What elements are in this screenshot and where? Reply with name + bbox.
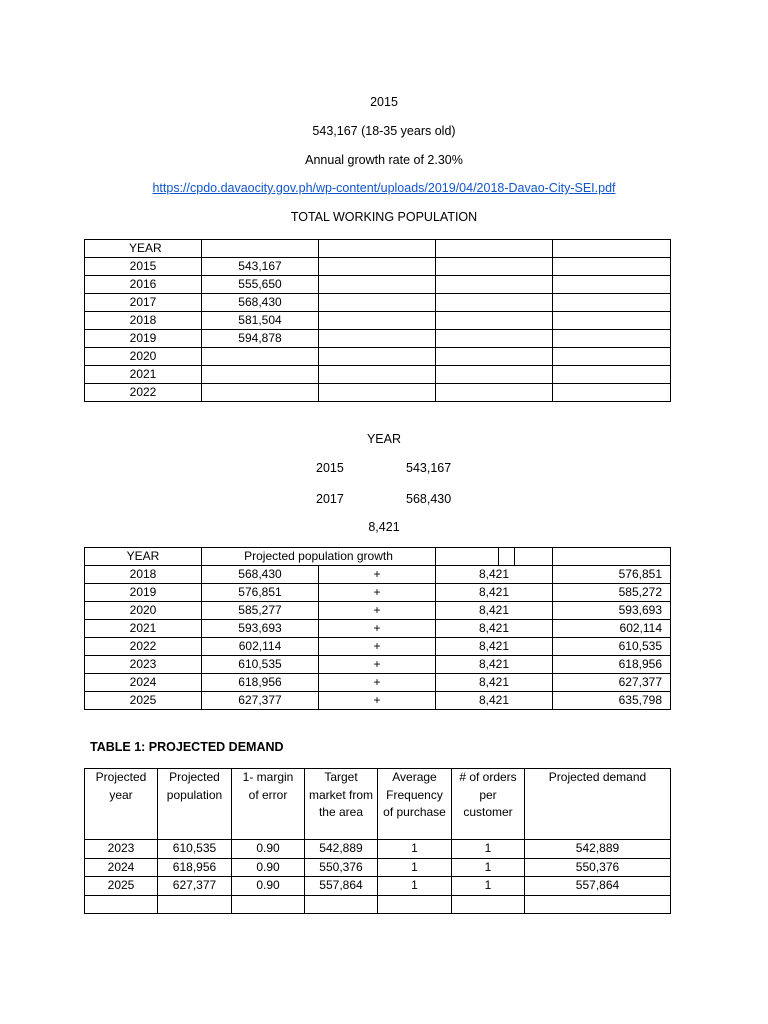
growth-year-cell: 2024 (85, 674, 202, 692)
working-value-cell (202, 384, 319, 402)
working-year-cell: 2022 (85, 384, 202, 402)
demand-header-cell: Average Frequency of purchase (378, 769, 452, 840)
demand-cell: 2023 (85, 840, 158, 859)
pair1-year: 2015 (316, 461, 344, 475)
growth-difference: 8,421 (368, 520, 400, 534)
working-year-cell: 2016 (85, 276, 202, 294)
table-row (85, 877, 671, 896)
demand-header-cell: Projected population (158, 769, 232, 840)
growth-result-cell: 593,693 (553, 602, 671, 620)
demand-cell: 1 (452, 877, 525, 896)
table-row (85, 566, 671, 584)
working-value-cell: 594,878 (202, 330, 319, 348)
working-header-year: YEAR (85, 240, 202, 258)
growth-base-cell: 568,430 (202, 566, 319, 584)
working-year-cell: 2021 (85, 366, 202, 384)
growth-result-cell: 610,535 (553, 638, 671, 656)
demand-header-cell: Projected demand (525, 769, 671, 840)
growth-add-cell: 8,421 (436, 656, 553, 674)
growth-base-cell: 618,956 (202, 674, 319, 692)
projected-demand-table (84, 768, 671, 914)
demand-cell: 542,889 (305, 840, 378, 859)
demand-cell: 618,956 (158, 858, 232, 877)
growth-year-cell: 2019 (85, 584, 202, 602)
growth-add-cell: 8,421 (436, 692, 553, 710)
demand-header-cell: Projected year (85, 769, 158, 840)
demand-cell: 550,376 (525, 858, 671, 877)
table-row-empty (85, 895, 671, 913)
growth-result-cell: 576,851 (553, 566, 671, 584)
demand-cell: 1 (452, 858, 525, 877)
demand-cell: 0.90 (232, 858, 305, 877)
growth-base-cell: 576,851 (202, 584, 319, 602)
growth-year-cell: 2022 (85, 638, 202, 656)
pair2-value: 568,430 (406, 492, 452, 506)
working-year-cell: 2019 (85, 330, 202, 348)
growth-year-cell: 2020 (85, 602, 202, 620)
growth-base-cell: 593,693 (202, 620, 319, 638)
demand-cell: 550,376 (305, 858, 378, 877)
growth-header-title: Projected population growth (202, 548, 436, 566)
header-year: 2015 (370, 95, 398, 109)
demand-cell: 610,535 (158, 840, 232, 859)
demand-cell: 2024 (85, 858, 158, 877)
working-value-cell: 543,167 (202, 258, 319, 276)
table-row (85, 858, 671, 877)
table-row (85, 656, 671, 674)
growth-result-cell: 602,114 (553, 620, 671, 638)
growth-header-row (85, 548, 671, 566)
growth-operator-cell: + (319, 566, 436, 584)
table-row (85, 584, 671, 602)
table-row (85, 620, 671, 638)
table-row (85, 602, 671, 620)
working-value-cell (202, 348, 319, 366)
pair2-year: 2017 (316, 492, 344, 506)
working-value-cell: 568,430 (202, 294, 319, 312)
working-year-cell: 2017 (85, 294, 202, 312)
demand-cell: 1 (378, 858, 452, 877)
growth-operator-cell: + (319, 584, 436, 602)
growth-result-cell: 635,798 (553, 692, 671, 710)
growth-base-cell: 585,277 (202, 602, 319, 620)
demand-cell: 0.90 (232, 840, 305, 859)
growth-result-cell: 627,377 (553, 674, 671, 692)
demand-cell: 1 (378, 877, 452, 896)
demand-header-cell: # of orders per customer (452, 769, 525, 840)
working-year-cell: 2015 (85, 258, 202, 276)
working-header-row (85, 240, 671, 258)
demand-header-cell: 1- margin of error (232, 769, 305, 840)
growth-add-cell: 8,421 (436, 602, 553, 620)
demand-cell: 0.90 (232, 877, 305, 896)
middle-year-label: YEAR (366, 432, 402, 446)
table-row (85, 276, 671, 294)
demand-header-row (85, 769, 671, 840)
growth-base-cell: 610,535 (202, 656, 319, 674)
table-row (85, 692, 671, 710)
growth-year-cell: 2023 (85, 656, 202, 674)
table-row (85, 258, 671, 276)
table-row (85, 330, 671, 348)
working-value-cell: 581,504 (202, 312, 319, 330)
table-row (85, 840, 671, 859)
table1-title: TABLE 1: PROJECTED DEMAND (90, 740, 284, 754)
growth-year-cell: 2018 (85, 566, 202, 584)
growth-base-cell: 602,114 (202, 638, 319, 656)
working-year-cell: 2020 (85, 348, 202, 366)
working-value-cell: 555,650 (202, 276, 319, 294)
projected-growth-table (84, 547, 671, 710)
growth-add-cell: 8,421 (436, 638, 553, 656)
demand-cell: 542,889 (525, 840, 671, 859)
table-row (85, 638, 671, 656)
growth-year-cell: 2025 (85, 692, 202, 710)
table-row (85, 384, 671, 402)
working-population-table (84, 239, 671, 402)
growth-operator-cell: + (319, 674, 436, 692)
demand-cell: 2025 (85, 877, 158, 896)
growth-result-cell: 585,272 (553, 584, 671, 602)
growth-operator-cell: + (319, 656, 436, 674)
header-population: 543,167 (18-35 years old) (312, 124, 456, 138)
table-row (85, 312, 671, 330)
demand-cell: 627,377 (158, 877, 232, 896)
demand-cell: 1 (378, 840, 452, 859)
growth-add-cell: 8,421 (436, 566, 553, 584)
demand-cell: 557,864 (305, 877, 378, 896)
working-value-cell (202, 366, 319, 384)
growth-add-cell: 8,421 (436, 620, 553, 638)
demand-cell: 557,864 (525, 877, 671, 896)
table-row (85, 366, 671, 384)
growth-operator-cell: + (319, 692, 436, 710)
growth-base-cell: 627,377 (202, 692, 319, 710)
source-link[interactable]: https://cpdo.davaocity.gov.ph/wp-content/uploads/2019/04/2018-Davao-City-SEI.pdf (152, 181, 616, 195)
growth-operator-cell: + (319, 602, 436, 620)
working-year-cell: 2018 (85, 312, 202, 330)
pair1-value: 543,167 (406, 461, 452, 475)
growth-add-cell: 8,421 (436, 584, 553, 602)
table-row (85, 674, 671, 692)
header-growth-rate: Annual growth rate of 2.30% (305, 153, 463, 167)
growth-operator-cell: + (319, 620, 436, 638)
growth-result-cell: 618,956 (553, 656, 671, 674)
demand-header-cell: Target market from the area (305, 769, 378, 840)
growth-header-year: YEAR (85, 548, 202, 566)
section-title-working-population: TOTAL WORKING POPULATION (290, 210, 478, 224)
growth-add-cell: 8,421 (436, 674, 553, 692)
growth-operator-cell: + (319, 638, 436, 656)
table-row (85, 348, 671, 366)
growth-year-cell: 2021 (85, 620, 202, 638)
table-row (85, 294, 671, 312)
demand-cell: 1 (452, 840, 525, 859)
